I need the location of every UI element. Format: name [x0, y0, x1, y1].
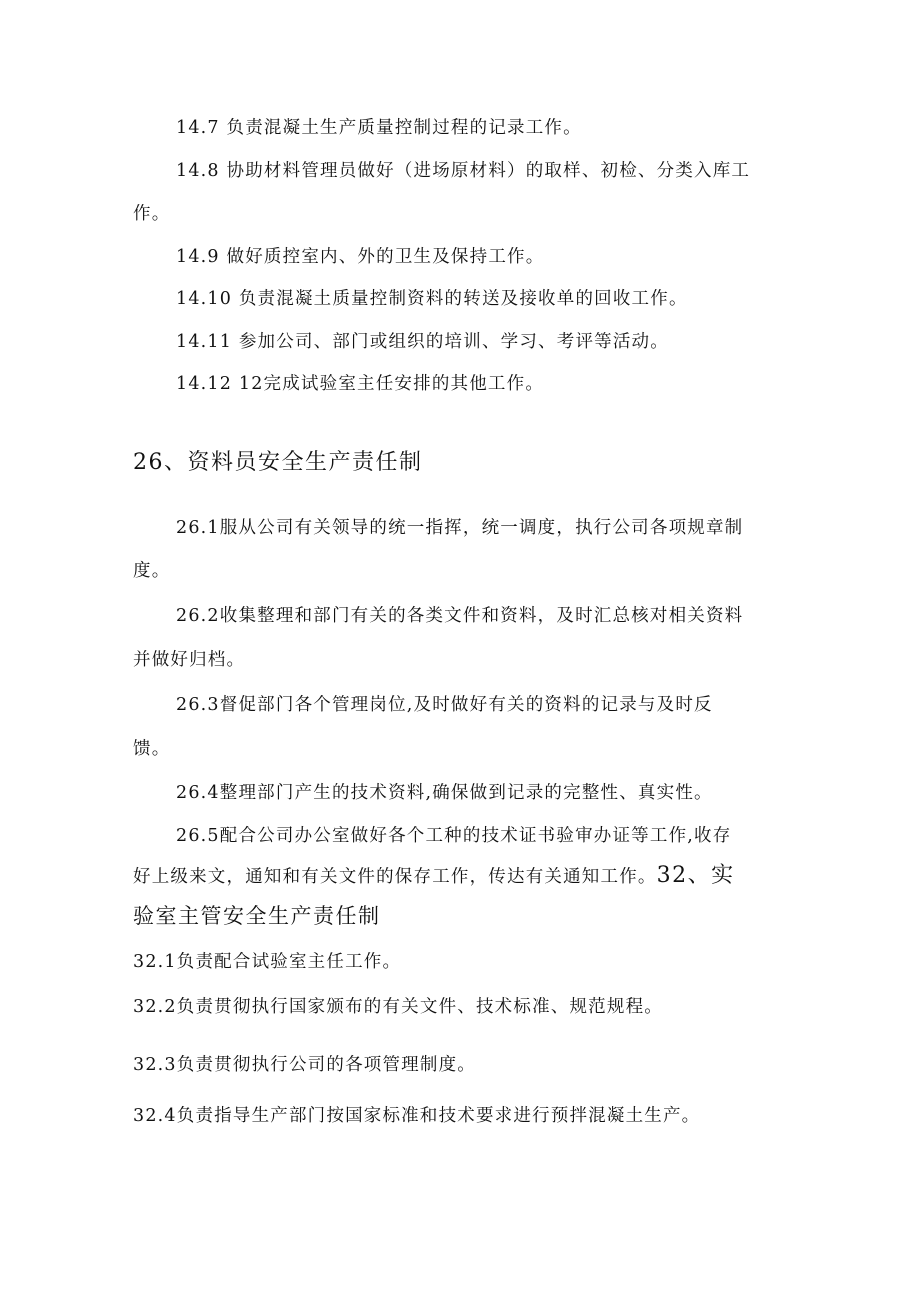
paragraph-14-7: 14.7 负责混凝土生产质量控制过程的记录工作。 — [176, 118, 582, 138]
paragraph-14-11: 14.11 参加公司、部门或组织的培训、学习、考评等活动。 — [176, 332, 669, 352]
paragraph-14-12: 14.12 12完成试验室主任安排的其他工作。 — [176, 374, 545, 394]
paragraph-26-3: 26.3督促部门各个管理岗位,及时做好有关的资料的记录与及时反 — [176, 695, 713, 715]
paragraph-14-8: 14.8 协助材料管理员做好（进场原材料）的取样、初检、分类入库工 — [176, 161, 751, 181]
paragraph-26-2-cont: 并做好归档。 — [133, 650, 246, 670]
paragraph-32-4: 32.4负责指导生产部门按国家标准和技术要求进行预拌混凝土生产。 — [133, 1106, 701, 1126]
paragraph-26-5-cont — [133, 864, 735, 889]
section-heading-32-start: 32、实 — [656, 863, 735, 888]
paragraph-14-9: 14.9 做好质控室内、外的卫生及保持工作。 — [176, 247, 545, 267]
paragraph-32-1: 32.1负责配合试验室主任工作。 — [133, 952, 402, 972]
paragraph-32-3: 32.3负责贯彻执行公司的各项管理制度。 — [133, 1055, 476, 1075]
paragraph-14-10: 14.10 负责混凝土质量控制资料的转送及接收单的回收工作。 — [176, 289, 688, 309]
paragraph-32-2: 32.2负责贯彻执行国家颁布的有关文件、技术标准、规范规程。 — [133, 997, 663, 1017]
paragraph-26-5: 26.5配合公司办公室做好各个工种的技术证书验审办证等工作,收存 — [176, 826, 732, 846]
paragraph-26-3-cont: 馈。 — [133, 739, 171, 759]
paragraph-26-4: 26.4整理部门产生的技术资料,确保做到记录的完整性、真实性。 — [176, 783, 713, 803]
section-heading-26: 26、资料员安全生产责任制 — [133, 450, 423, 475]
paragraph-14-8-cont: 作。 — [133, 204, 171, 224]
paragraph-26-1-cont: 度。 — [133, 561, 171, 581]
paragraph-26-5-cont-text: 好上级来文，通知和有关文件的保存工作，传达有关通知工作。 — [133, 867, 657, 887]
paragraph-26-2: 26.2收集整理和部门有关的各类文件和资料，及时汇总核对相关资料 — [176, 606, 744, 626]
section-heading-32-end: 验室主管安全生产责任制 — [133, 904, 381, 928]
paragraph-26-1: 26.1服从公司有关领导的统一指挥，统一调度，执行公司各项规章制 — [176, 518, 744, 538]
